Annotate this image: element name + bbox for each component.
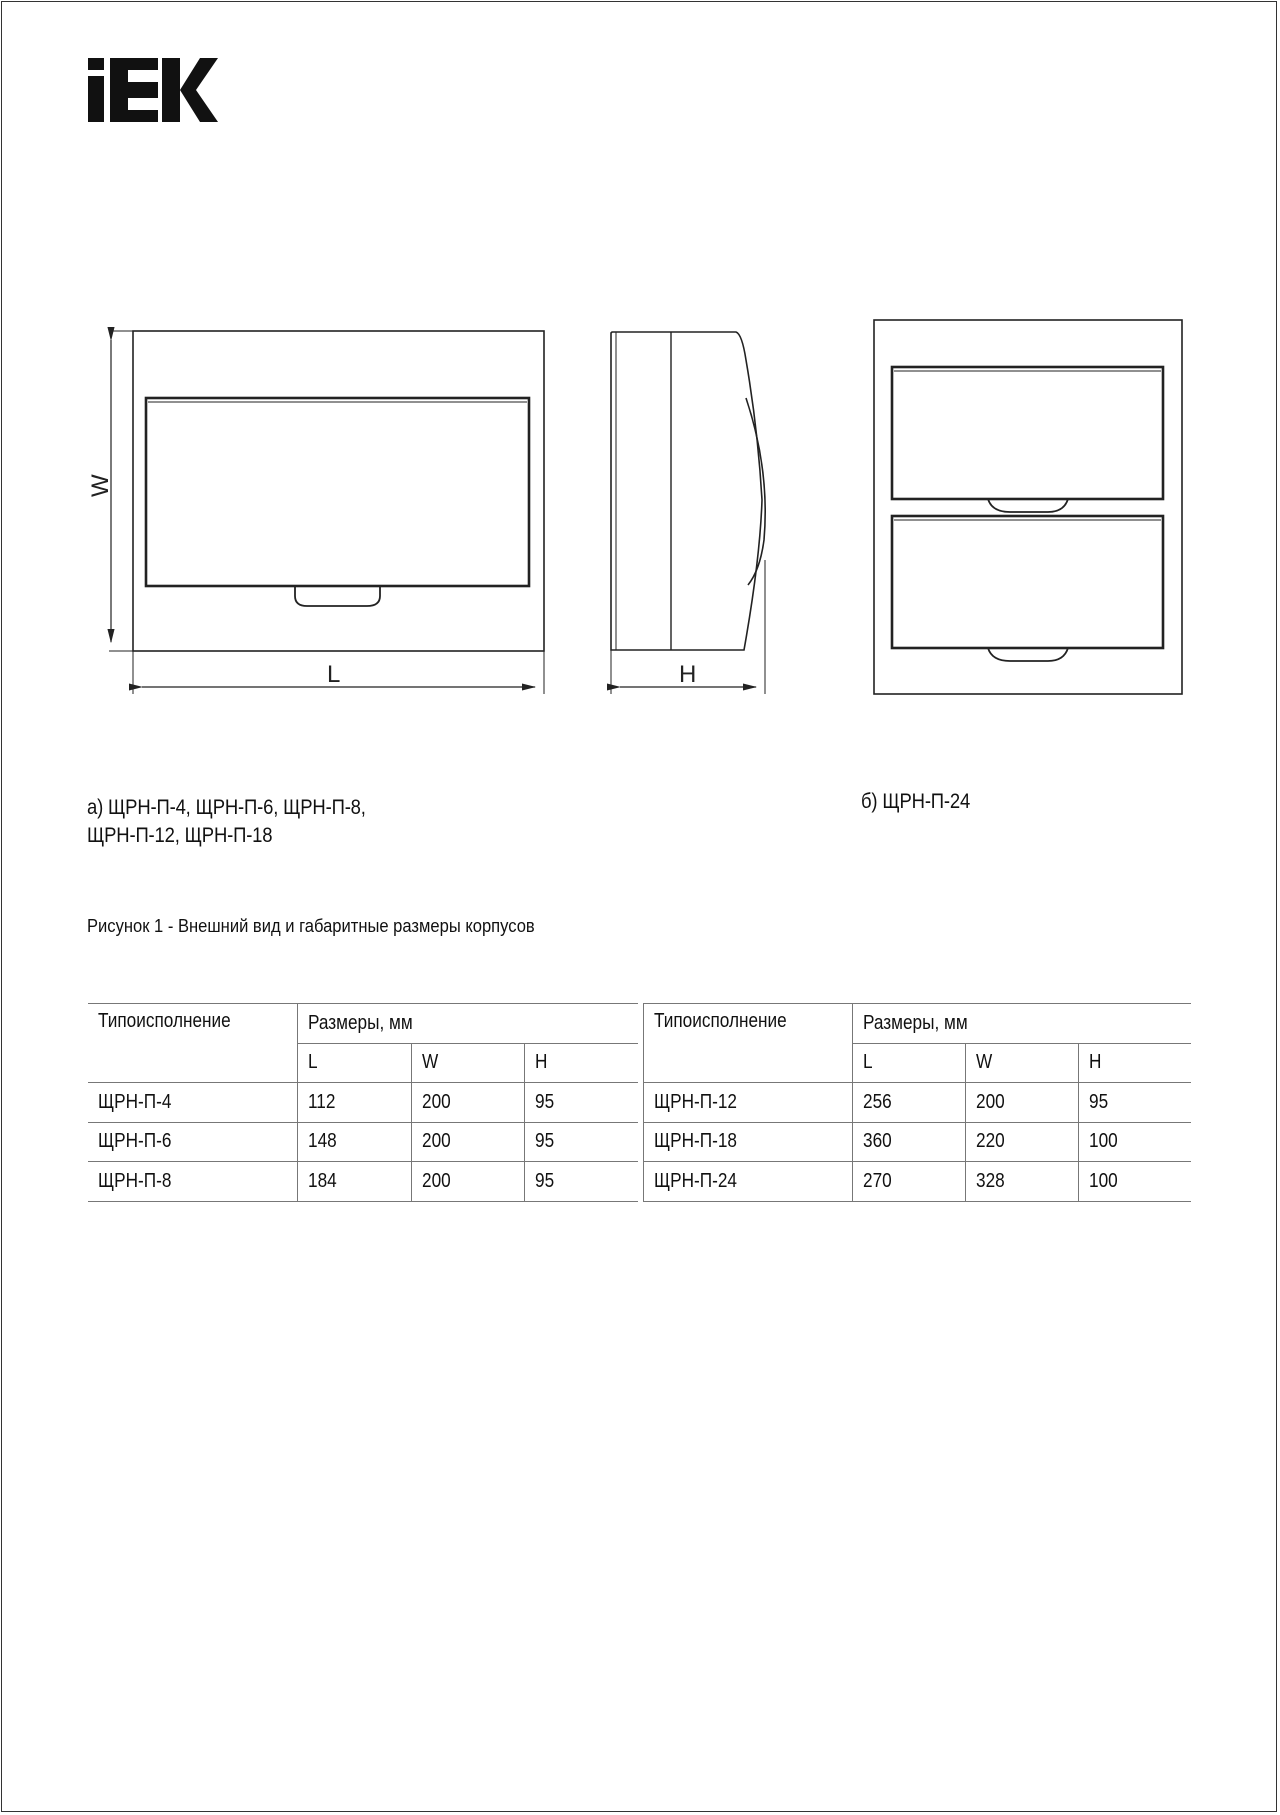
cell-type: ЩРН-П-18	[654, 1130, 737, 1153]
cell-h: 100	[1089, 1169, 1118, 1192]
cell-h: 95	[535, 1130, 555, 1153]
cell-w: 328	[976, 1169, 1005, 1192]
table-row	[88, 1122, 638, 1162]
header-w: W	[976, 1051, 993, 1074]
header-l: L	[863, 1051, 873, 1074]
front-view-b	[874, 320, 1182, 694]
table-row	[644, 1162, 1192, 1202]
figure-title: Рисунок 1 - Внешний вид и габаритные размеры корпусов	[87, 916, 535, 936]
cell-l: 270	[863, 1169, 892, 1192]
front-view-a	[109, 331, 544, 694]
caption-b: б) ЩРН-П-24	[861, 790, 971, 813]
cell-type: ЩРН-П-12	[654, 1090, 737, 1113]
header-w: W	[421, 1051, 438, 1074]
cell-w: 220	[976, 1130, 1005, 1153]
header-h: H	[535, 1051, 548, 1074]
cell-w: 200	[421, 1090, 451, 1113]
header-h: H	[1089, 1051, 1102, 1074]
side-view	[611, 332, 765, 694]
header-dims: Размеры, мм	[863, 1011, 968, 1034]
cell-l: 360	[863, 1130, 892, 1153]
caption-a-line1: а) ЩРН-П-4, ЩРН-П-6, ЩРН-П-8,	[87, 796, 366, 819]
cell-l: 184	[308, 1169, 337, 1192]
cell-l: 256	[863, 1090, 892, 1113]
label-w: W	[87, 474, 114, 497]
label-h: H	[679, 661, 697, 688]
dimensions-table-right	[643, 1003, 1191, 1202]
header-type: Типоисполнение	[98, 1010, 231, 1032]
cell-type: ЩРН-П-8	[98, 1169, 172, 1192]
caption-a-line2: ЩРН-П-12, ЩРН-П-18	[87, 824, 273, 847]
table-row	[644, 1083, 1192, 1123]
label-l: L	[327, 661, 341, 688]
table-row	[88, 1083, 638, 1123]
table-row	[88, 1162, 638, 1202]
cell-h: 100	[1089, 1130, 1118, 1153]
cell-h: 95	[535, 1090, 555, 1113]
header-l: L	[308, 1051, 318, 1074]
cell-w: 200	[976, 1090, 1005, 1113]
dimensions-table-left	[88, 1003, 638, 1202]
cell-type: ЩРН-П-4	[98, 1090, 172, 1113]
cell-l: 112	[308, 1090, 336, 1113]
cell-h: 95	[1089, 1090, 1109, 1113]
cell-w: 200	[421, 1169, 451, 1192]
header-dims: Размеры, мм	[308, 1011, 413, 1034]
cell-type: ЩРН-П-6	[98, 1130, 172, 1153]
caption-a	[87, 794, 366, 850]
cell-h: 95	[535, 1169, 555, 1192]
cell-type: ЩРН-П-24	[654, 1169, 737, 1192]
cell-w: 200	[421, 1130, 451, 1153]
table-row	[644, 1122, 1192, 1162]
header-type: Типоисполнение	[654, 1010, 787, 1032]
cell-l: 148	[308, 1130, 337, 1153]
technical-drawing	[0, 0, 1280, 760]
